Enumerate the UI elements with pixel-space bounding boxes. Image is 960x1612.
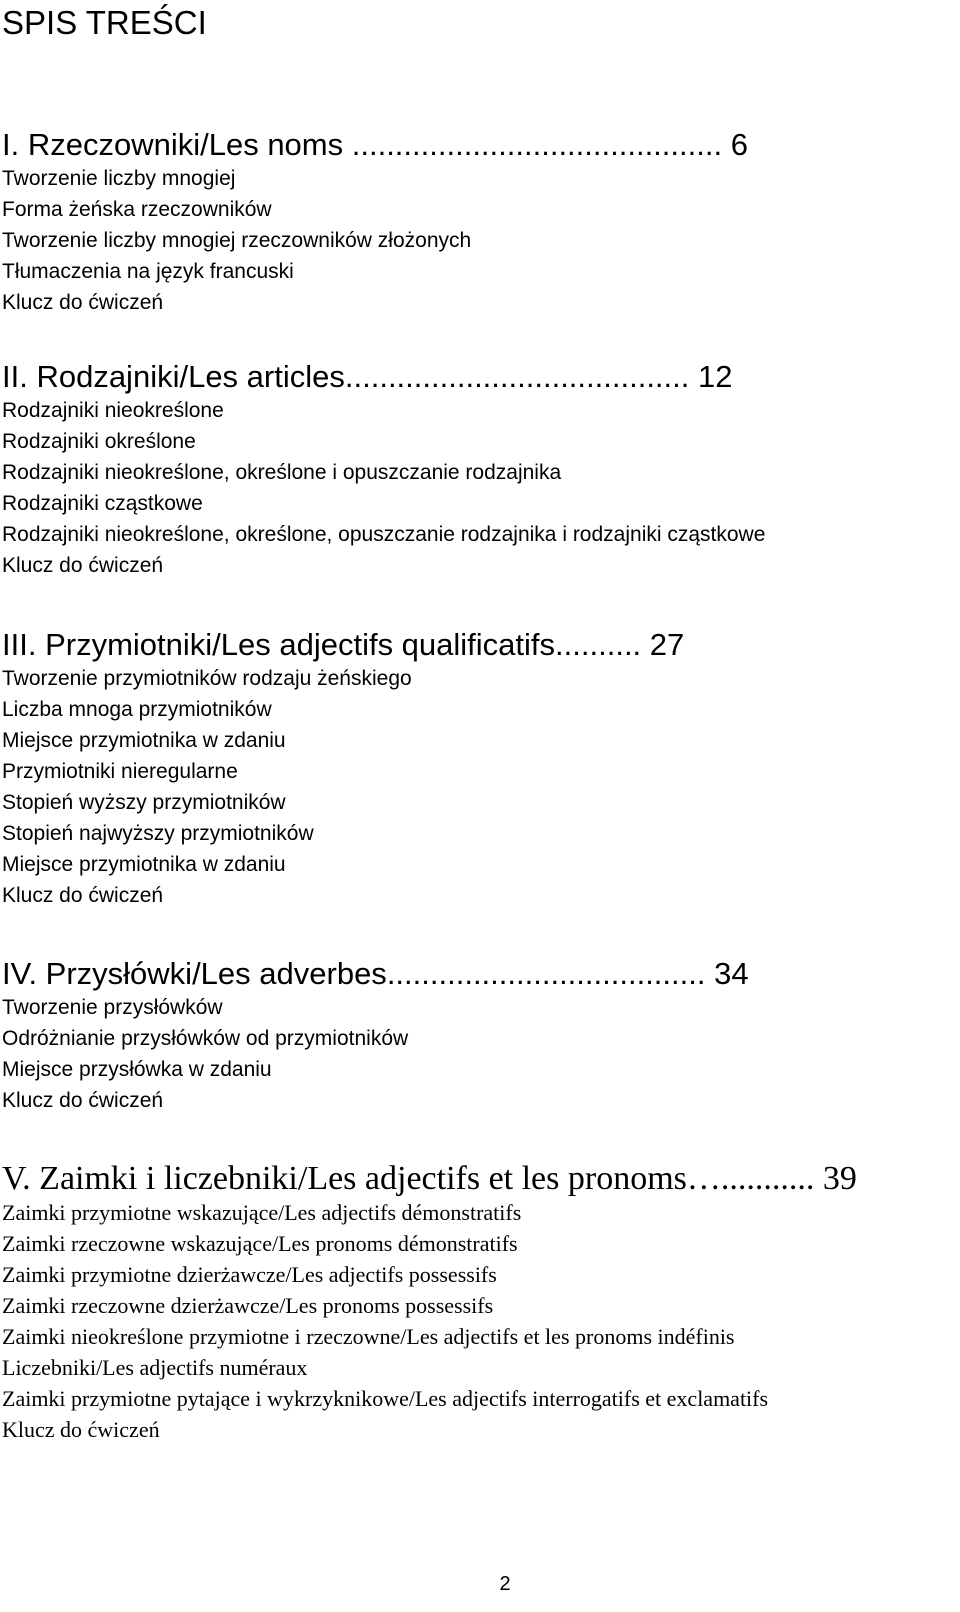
chapter-title: III. Przymiotniki/Les adjectifs qualificatifs (2, 627, 556, 662)
leader-dots: ..................................... (386, 956, 706, 991)
subtopic-item[interactable]: Tłumaczenia na język francuski (2, 260, 294, 283)
chapter-page-number: 12 (689, 359, 733, 394)
leader-dots: .......... (555, 627, 642, 662)
subtopic-item[interactable]: Klucz do ćwiczeń (2, 291, 164, 314)
chapter-heading[interactable] (2, 956, 952, 992)
subtopic-item[interactable]: Zaimki przymiotne pytające i wykrzyknikowe/Les adjectifs interrogatifs et exclamatifs (2, 1386, 769, 1411)
subtopic-item[interactable]: Odróżnianie przysłówków od przymiotników (2, 1027, 409, 1050)
chapter-title: V. Zaimki i liczebniki/Les adjectifs et les pronoms (2, 1160, 687, 1197)
subtopic-item[interactable]: Miejsce przymiotnika w zdaniu (2, 853, 286, 876)
chapter-page-number: 34 (705, 956, 749, 991)
subtopic-item[interactable]: Tworzenie liczby mnogiej rzeczowników złożonych (2, 229, 472, 252)
subtopic-list (2, 163, 952, 318)
subtopic-item[interactable]: Rodzajniki nieokreślone, określone i opuszczanie rodzajnika (2, 461, 562, 484)
subtopic-item[interactable]: Rodzajniki określone (2, 430, 196, 453)
toc-section-2 (2, 359, 952, 581)
subtopic-item[interactable]: Zaimki przymiotne wskazujące/Les adjectifs démonstratifs (2, 1200, 522, 1225)
subtopic-item[interactable]: Klucz do ćwiczeń (2, 1089, 164, 1112)
toc-section-1 (2, 127, 952, 318)
chapter-page-number: 6 (722, 127, 748, 162)
chapter-page-number: 39 (814, 1160, 857, 1197)
subtopic-item[interactable]: Zaimki nieokreślone przymiotne i rzeczowne/Les adjectifs et les pronoms indéfinis (2, 1324, 735, 1349)
subtopic-item[interactable]: Zaimki rzeczowne wskazujące/Les pronoms démonstratifs (2, 1231, 518, 1256)
subtopic-item[interactable]: Rodzajniki nieokreślone, określone, opuszczanie rodzajnika i rodzajniki cząstkowe (2, 523, 766, 546)
subtopic-item[interactable]: Miejsce przysłówka w zdaniu (2, 1058, 272, 1081)
leader-dots: …........... (686, 1160, 815, 1197)
subtopic-item[interactable]: Rodzajniki cząstkowe (2, 492, 203, 515)
toc-section-3 (2, 627, 952, 911)
subtopic-item[interactable]: Zaimki rzeczowne dzierżawcze/Les pronoms possessifs (2, 1293, 494, 1318)
subtopic-item[interactable]: Przymiotniki nieregularne (2, 760, 238, 783)
subtopic-list (2, 395, 952, 581)
chapter-heading[interactable] (2, 1161, 952, 1197)
chapter-title: IV. Przysłówki/Les adverbes (2, 956, 387, 991)
toc-section-4 (2, 956, 952, 1116)
subtopic-item[interactable]: Tworzenie przysłówków (2, 996, 223, 1019)
subtopic-item[interactable]: Zaimki przymiotne dzierżawcze/Les adjectifs possessifs (2, 1262, 497, 1287)
toc-section-5 (2, 1161, 952, 1445)
chapter-heading[interactable] (2, 359, 952, 395)
page-number: 2 (499, 1573, 511, 1595)
chapter-page-number: 27 (641, 627, 685, 662)
subtopic-item[interactable]: Stopień wyższy przymiotników (2, 791, 286, 814)
page-title: SPIS TREŚCI (2, 4, 207, 41)
subtopic-list (2, 663, 952, 911)
subtopic-item[interactable]: Liczba mnoga przymiotników (2, 698, 272, 721)
subtopic-item[interactable]: Miejsce przymiotnika w zdaniu (2, 729, 286, 752)
chapter-heading[interactable] (2, 627, 952, 663)
subtopic-item[interactable]: Klucz do ćwiczeń (2, 1417, 160, 1442)
subtopic-item[interactable]: Liczebniki/Les adjectifs numéraux (2, 1355, 308, 1380)
subtopic-item[interactable]: Klucz do ćwiczeń (2, 884, 164, 907)
leader-dots: ........................................ (344, 359, 690, 394)
subtopic-item[interactable]: Stopień najwyższy przymiotników (2, 822, 314, 845)
subtopic-list (2, 1197, 952, 1445)
chapter-heading[interactable] (2, 127, 952, 163)
subtopic-list (2, 992, 952, 1116)
subtopic-item[interactable]: Klucz do ćwiczeń (2, 554, 164, 577)
chapter-title: I. Rzeczowniki/Les noms (2, 127, 344, 162)
subtopic-item[interactable]: Tworzenie liczby mnogiej (2, 167, 236, 190)
chapter-title: II. Rodzajniki/Les articles (2, 359, 345, 394)
subtopic-item[interactable]: Tworzenie przymiotników rodzaju żeńskiego (2, 667, 412, 690)
leader-dots: ........................................... (343, 127, 723, 162)
subtopic-item[interactable]: Rodzajniki nieokreślone (2, 399, 224, 422)
subtopic-item[interactable]: Forma żeńska rzeczowników (2, 198, 272, 221)
